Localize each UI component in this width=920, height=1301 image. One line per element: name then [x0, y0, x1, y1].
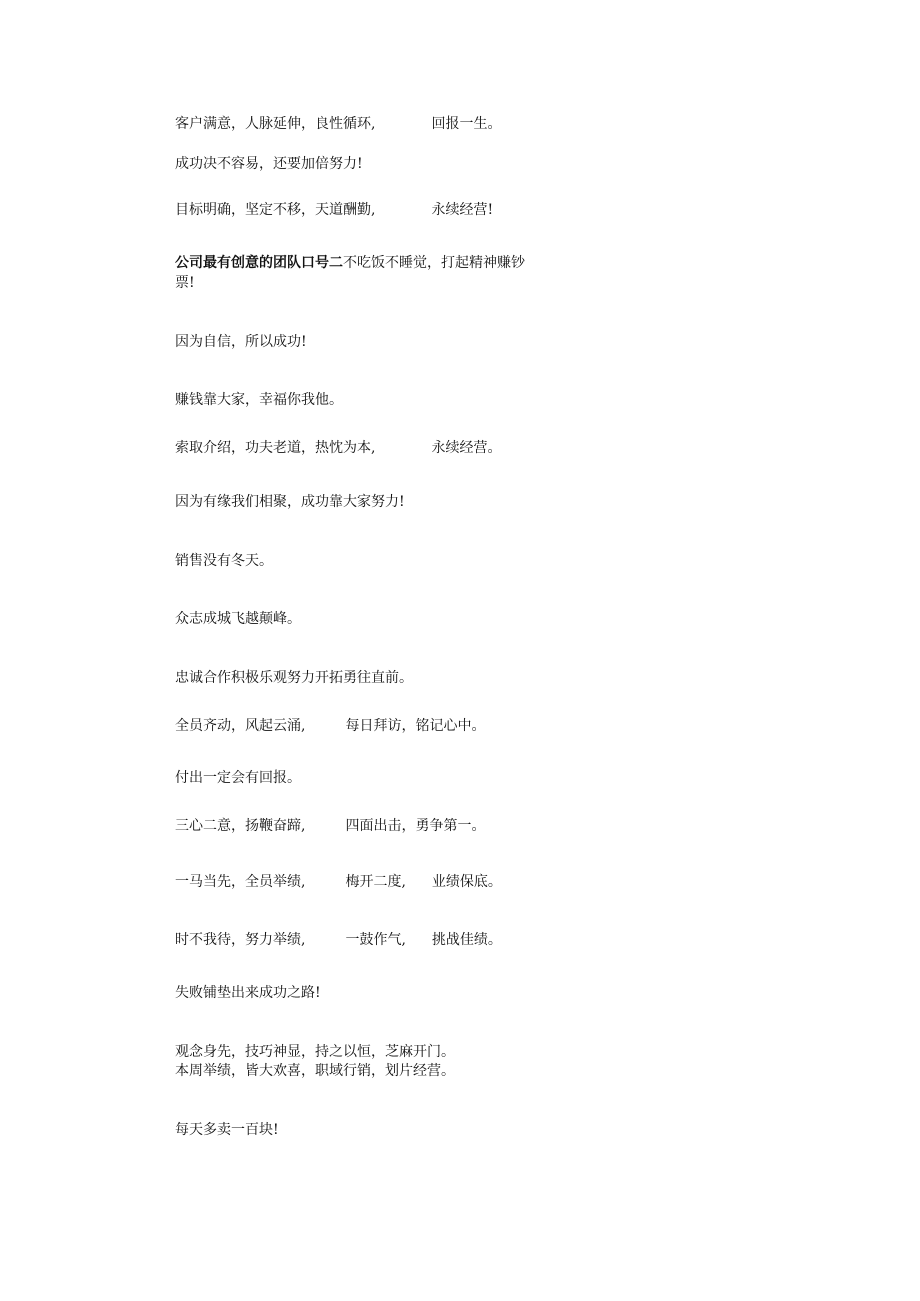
slogan-line	[175, 983, 555, 1003]
slogan-part: 失败铺垫出来成功之路!	[175, 985, 321, 1001]
slogan-line	[175, 332, 555, 352]
slogan-part: 不吃饭不睡觉，打起精神赚钞票!	[175, 255, 525, 291]
slogan-line	[175, 1042, 555, 1062]
slogan-part: 付出一定会有回报。	[175, 770, 301, 786]
slogan-part: 全员齐动，风起云涌,	[175, 718, 306, 734]
slogan-line	[175, 716, 555, 736]
slogan-part: 一马当先，全员举绩,	[175, 874, 306, 890]
slogan-part: 挑战佳绩。	[431, 932, 502, 948]
slogan-line	[175, 768, 555, 788]
slogan-line	[175, 816, 555, 836]
slogan-line	[175, 551, 555, 571]
slogan-part: 永续经营!	[431, 202, 494, 218]
slogan-line	[175, 872, 555, 892]
slogan-part: 忠诚合作积极乐观努力开拓勇往直前。	[175, 670, 413, 686]
slogan-part: 观念身先，技巧神显，持之以恒，芝麻开门。	[175, 1044, 455, 1060]
slogan-part: 因为自信，所以成功!	[175, 334, 307, 350]
slogan-part: 目标明确，坚定不移，天道酬勤,	[175, 202, 376, 218]
slogan-line	[175, 609, 555, 629]
slogan-part: 回报一生。	[431, 116, 502, 132]
slogan-line	[175, 930, 555, 950]
slogan-part: 销售没有冬天。	[175, 553, 273, 569]
slogan-part: 时不我待，努力举绩,	[175, 932, 306, 948]
section-heading-line	[175, 253, 535, 293]
slogan-part: 众志成城飞越颠峰。	[175, 611, 301, 627]
slogan-part: 永续经营。	[431, 440, 502, 456]
slogan-part: 赚钱靠大家，幸福你我他。	[175, 392, 343, 408]
slogan-part: 本周举绩，皆大欢喜，职域行销，划片经营。	[175, 1063, 455, 1079]
slogan-line	[175, 154, 555, 174]
slogan-line	[175, 492, 555, 512]
slogan-part: 四面出击，勇争第一。	[345, 818, 486, 834]
slogan-line	[175, 1120, 555, 1140]
slogan-part: 因为有缘我们相聚，成功靠大家努力!	[175, 494, 405, 510]
slogan-part: 三心二意，扬鞭奋蹄,	[175, 818, 306, 834]
slogan-line	[175, 114, 555, 134]
slogan-line	[175, 668, 555, 688]
slogan-part: 成功决不容易，还要加倍努力!	[175, 156, 363, 172]
section-heading: 公司最有创意的团队口号二	[175, 255, 343, 271]
slogan-part: 一鼓作气,	[345, 932, 406, 948]
slogan-part: 每日拜访，铭记心中。	[345, 718, 486, 734]
slogan-part: 客户满意，人脉延伸，良性循环,	[175, 116, 376, 132]
slogan-part: 梅开二度,	[345, 874, 406, 890]
slogan-part: 索取介绍，功夫老道，热忱为本,	[175, 440, 376, 456]
slogan-part: 业绩保底。	[431, 874, 502, 890]
slogan-line	[175, 438, 555, 458]
slogan-line	[175, 1061, 555, 1081]
slogan-line	[175, 200, 555, 220]
slogan-part: 每天多卖一百块!	[175, 1122, 279, 1138]
slogan-line	[175, 390, 555, 410]
